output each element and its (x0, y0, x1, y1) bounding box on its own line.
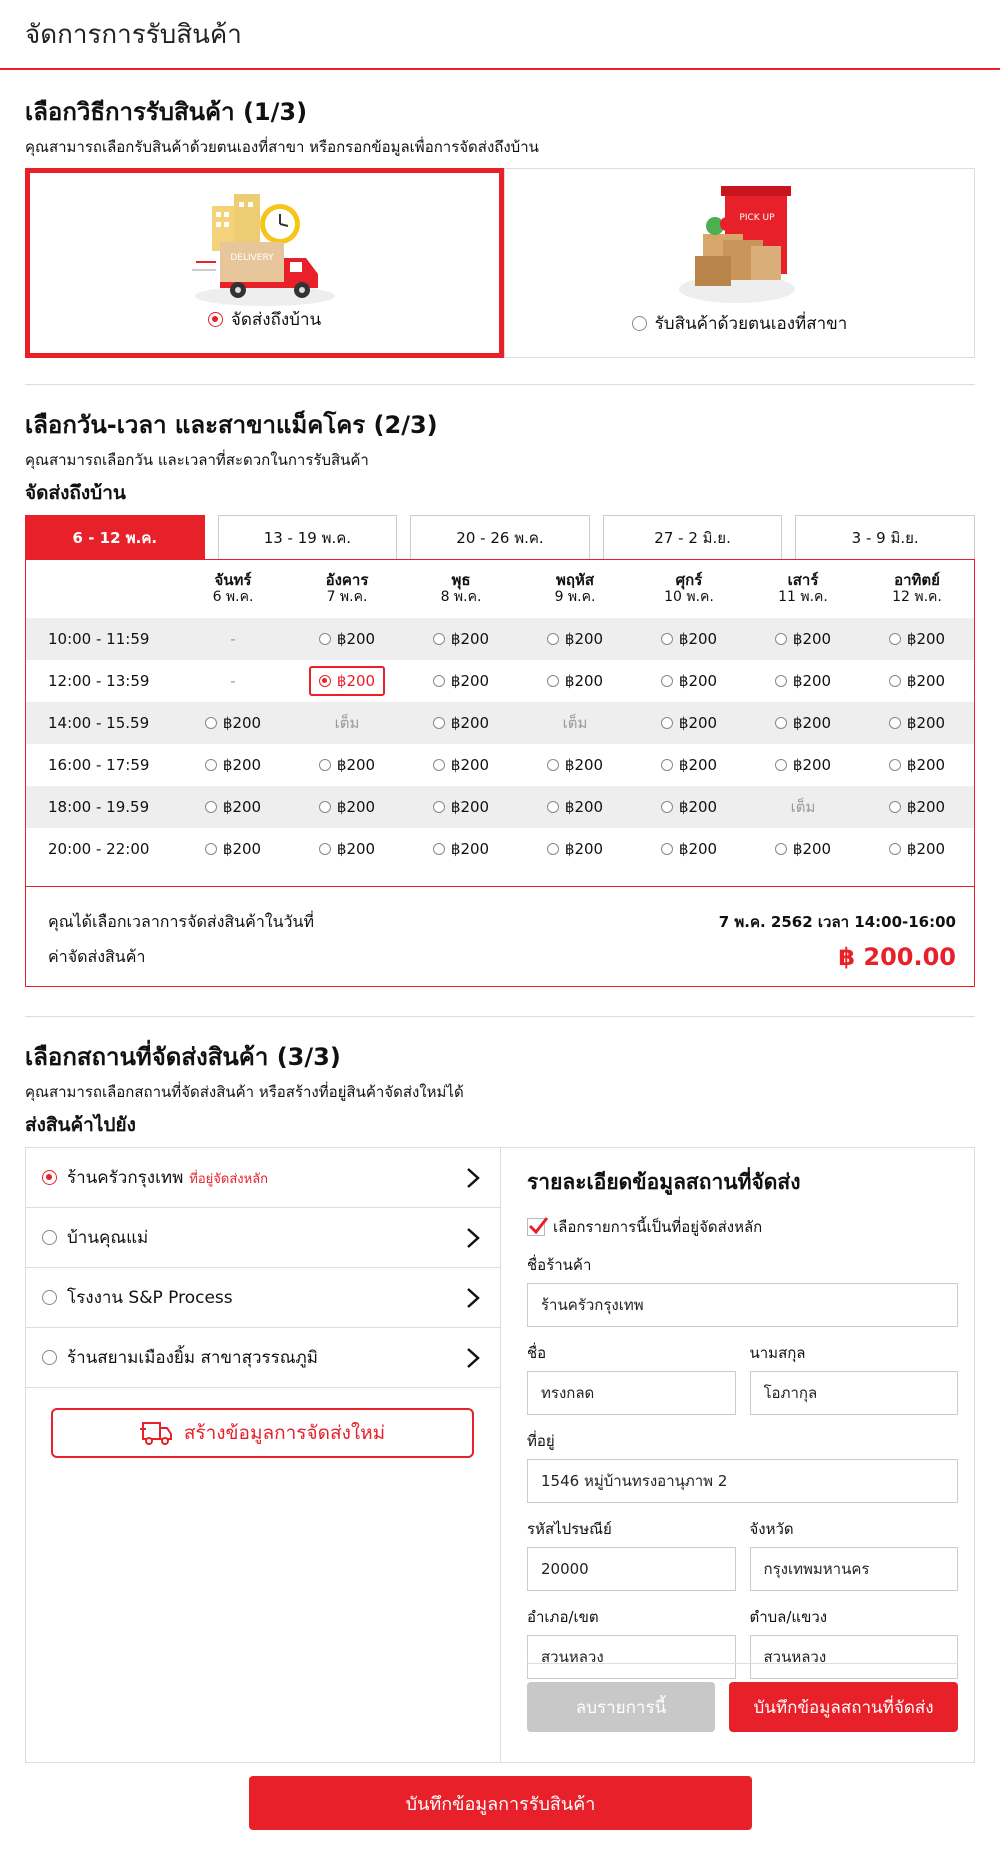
slot-unavailable: - (230, 672, 236, 690)
page-title: จัดการการรับสินค้า (25, 19, 242, 50)
summary-value: 7 พ.ค. 2562 เวลา 14:00-16:00 (718, 913, 956, 931)
day-header (290, 572, 404, 606)
step1-heading (25, 92, 975, 159)
address-form (501, 1148, 974, 1762)
slot-option[interactable] (404, 630, 518, 648)
slot-option[interactable] (176, 798, 290, 816)
slot-radio[interactable] (775, 843, 787, 855)
slot-radio[interactable] (319, 843, 331, 855)
slot-full: เต็ม (790, 798, 816, 816)
slot-radio[interactable] (205, 801, 217, 813)
slot-price: ฿200 (792, 630, 832, 648)
method-store-pickup[interactable] (504, 168, 975, 358)
slot-option[interactable] (290, 756, 404, 774)
slot-radio[interactable] (661, 801, 673, 813)
slot-radio[interactable] (433, 633, 445, 645)
fee-value: ฿ 200.00 (838, 943, 956, 971)
slot-price: ฿200 (906, 630, 946, 648)
slot-option[interactable] (860, 756, 974, 774)
slot-full: เต็ม (334, 714, 360, 732)
slot-price: ฿200 (336, 672, 376, 690)
day-header (518, 572, 632, 606)
day-header (746, 572, 860, 606)
truck-icon (140, 1420, 174, 1446)
form-actions (527, 1663, 958, 1732)
last-name-label: นามสกุล (749, 1344, 806, 1362)
step2-subtitle: คุณสามารถเลือกวัน และเวลาที่สะดวกในการรับสินค้า (25, 451, 369, 469)
default-address-tag: ที่อยู่จัดส่งหลัก (189, 1172, 269, 1187)
slot-option[interactable] (632, 672, 746, 690)
day-header (632, 572, 746, 606)
day-name: เสาร์ (787, 571, 819, 589)
slot-price: ฿200 (336, 756, 376, 774)
slot-price: ฿200 (564, 756, 604, 774)
step3-heading (25, 1037, 975, 1104)
slot-option[interactable] (632, 840, 746, 858)
slot-radio[interactable] (889, 717, 901, 729)
time-slot-row (26, 660, 974, 702)
day-date: 10 พ.ค. (664, 589, 714, 605)
create-address-button[interactable]: สร้างข้อมูลการจัดส่งใหม่ (51, 1408, 474, 1458)
slot-option[interactable] (176, 756, 290, 774)
slot-price: ฿200 (906, 840, 946, 858)
slot-option[interactable] (860, 714, 974, 732)
address-radio[interactable] (42, 1290, 57, 1305)
slot-price: ฿200 (336, 840, 376, 858)
address-label: ที่อยู่ (527, 1432, 555, 1450)
divider (25, 1016, 975, 1017)
slot-radio[interactable] (547, 801, 559, 813)
slot-radio[interactable] (775, 633, 787, 645)
slot-option[interactable] (176, 714, 290, 732)
last-name-input[interactable] (750, 1371, 959, 1415)
time-slot-label: 16:00 - 17:59 (48, 756, 150, 774)
slot-option[interactable] (746, 840, 860, 858)
day-header (176, 572, 290, 606)
district-label: อำเภอ/เขต (527, 1608, 599, 1626)
address-list (26, 1148, 501, 1762)
slot-option[interactable] (632, 798, 746, 816)
day-name: จันทร์ (214, 571, 252, 589)
slot-radio[interactable] (661, 717, 673, 729)
day-name: อังคาร (325, 571, 369, 589)
slot-price: ฿200 (564, 672, 604, 690)
tab-week-3[interactable]: 20 - 26 พ.ค. (410, 515, 590, 559)
day-header (404, 572, 518, 606)
schedule-summary (26, 886, 974, 986)
slot-radio[interactable] (319, 633, 331, 645)
delivery-truck-illustration (190, 188, 340, 313)
slot-option[interactable] (518, 798, 632, 816)
slot-price: ฿200 (678, 798, 718, 816)
method-store-pickup-label: รับสินค้าด้วยตนเองที่สาขา (632, 310, 848, 337)
tab-week-2[interactable]: 13 - 19 พ.ค. (218, 515, 398, 559)
slot-radio[interactable] (547, 675, 559, 687)
slot-radio[interactable] (319, 759, 331, 771)
week-tabs (25, 515, 975, 559)
default-address-checkbox-row[interactable]: เลือกรายการนี้เป็นที่อยู่จัดส่งหลัก (527, 1215, 958, 1239)
slot-price: ฿200 (792, 840, 832, 858)
slot-radio[interactable] (775, 717, 787, 729)
slot-radio[interactable] (547, 759, 559, 771)
slot-option[interactable] (404, 672, 518, 690)
delete-address-button[interactable]: ลบรายการนี้ (527, 1682, 715, 1732)
slot-price: ฿200 (450, 630, 490, 648)
slot-price: ฿200 (564, 840, 604, 858)
svg-text:DELIVERY: DELIVERY (229, 253, 274, 263)
day-date: 6 พ.ค. (212, 589, 254, 605)
time-slot-row (26, 786, 974, 828)
slot-price: ฿200 (678, 756, 718, 774)
day-date: 8 พ.ค. (440, 589, 482, 605)
slot-price: ฿200 (906, 756, 946, 774)
delivery-mode-label: จัดส่งถึงบ้าน (25, 482, 126, 504)
ship-to-label: ส่งสินค้าไปยัง (25, 1114, 136, 1136)
slot-price: ฿200 (222, 714, 262, 732)
time-slot-label: 18:00 - 19.59 (48, 798, 150, 816)
chevron-right-icon (466, 1167, 480, 1189)
radio-home-delivery[interactable] (208, 312, 223, 327)
slot-option[interactable] (290, 798, 404, 816)
chevron-right-icon (466, 1287, 480, 1309)
schedule-header (26, 560, 974, 618)
day-date: 11 พ.ค. (778, 589, 828, 605)
address-item[interactable]: ร้านสยามเมืองยิ้ม สาขาสุวรรณภูมิ (26, 1328, 500, 1388)
slot-price: ฿200 (906, 714, 946, 732)
day-date: 7 พ.ค. (326, 589, 368, 605)
tab-week-4[interactable]: 27 - 2 มิ.ย. (603, 515, 783, 559)
address-item[interactable]: โรงงาน S&P Process (26, 1268, 500, 1328)
address-radio[interactable] (42, 1170, 57, 1185)
slot-option[interactable] (518, 630, 632, 648)
slot-price: ฿200 (564, 798, 604, 816)
slot-price: ฿200 (336, 798, 376, 816)
step2-heading (25, 405, 975, 472)
slot-price: ฿200 (678, 840, 718, 858)
method-home-delivery-label: จัดส่งถึงบ้าน (208, 306, 321, 333)
first-name-label: ชื่อ (527, 1344, 547, 1362)
slot-option[interactable] (290, 840, 404, 858)
slot-option[interactable] (632, 630, 746, 648)
slot-radio[interactable] (433, 717, 445, 729)
chevron-right-icon (466, 1347, 480, 1369)
slot-price: ฿200 (678, 672, 718, 690)
slot-option[interactable] (290, 630, 404, 648)
time-slot-row (26, 618, 974, 660)
delivery-schedule (25, 559, 975, 987)
slot-radio[interactable] (205, 717, 217, 729)
save-address-button[interactable]: บันทึกข้อมูลสถานที่จัดส่ง (729, 1682, 958, 1732)
address-item[interactable]: ร้านครัวกรุงเทพ ที่อยู่จัดส่งหลัก (26, 1148, 500, 1208)
slot-option[interactable] (746, 672, 860, 690)
slot-radio[interactable] (889, 633, 901, 645)
slot-radio[interactable] (661, 675, 673, 687)
slot-price: ฿200 (222, 840, 262, 858)
time-slot-row (26, 702, 974, 744)
province-label: จังหวัด (749, 1520, 794, 1538)
method-home-delivery[interactable] (25, 168, 504, 358)
save-pickup-button[interactable]: บันทึกข้อมูลการรับสินค้า (249, 1776, 752, 1830)
step1-title: เลือกวิธีการรับสินค้า (1/3) (25, 98, 308, 126)
time-slot-row (26, 828, 974, 870)
slot-radio[interactable] (661, 633, 673, 645)
check-icon (527, 1215, 549, 1237)
chevron-right-icon (466, 1227, 480, 1249)
slot-radio[interactable] (775, 675, 787, 687)
fee-label: ค่าจัดส่งสินค้า (48, 946, 146, 966)
slot-option[interactable] (404, 714, 518, 732)
address-panel (25, 1147, 975, 1763)
form-title: รายละเอียดข้อมูลสถานที่จัดส่ง (527, 1170, 801, 1194)
time-slot-label: 20:00 - 22:00 (48, 840, 150, 858)
zip-input[interactable] (527, 1547, 736, 1591)
day-date: 9 พ.ค. (554, 589, 596, 605)
slot-option[interactable] (176, 840, 290, 858)
slot-option[interactable] (632, 714, 746, 732)
slot-radio[interactable] (775, 759, 787, 771)
step2-title: เลือกวัน-เวลา และสาขาแม็คโคร (2/3) (25, 411, 438, 439)
day-name: อาทิตย์ (894, 571, 940, 589)
day-name: ศุกร์ (675, 571, 703, 589)
shop-name-input[interactable] (527, 1283, 958, 1327)
slot-option[interactable] (632, 756, 746, 774)
tab-week-1[interactable]: 6 - 12 พ.ค. (25, 515, 205, 559)
slot-option[interactable] (404, 756, 518, 774)
step3-subtitle: คุณสามารถเลือกสถานที่จัดส่งสินค้า หรือสร้างที่อยู่สินค้าจัดส่งใหม่ได้ (25, 1083, 464, 1101)
slot-radio[interactable] (433, 759, 445, 771)
slot-full: เต็ม (562, 714, 588, 732)
slot-option[interactable] (860, 840, 974, 858)
shop-name-label: ชื่อร้านค้า (527, 1256, 592, 1274)
slot-option[interactable] (518, 672, 632, 690)
slot-radio[interactable] (433, 843, 445, 855)
slot-radio[interactable] (889, 843, 901, 855)
day-name: พุธ (451, 571, 471, 589)
zip-label: รหัสไปรษณีย์ (527, 1520, 612, 1538)
slot-option[interactable] (746, 756, 860, 774)
address-radio[interactable] (42, 1230, 57, 1245)
slot-option[interactable] (860, 672, 974, 690)
slot-option[interactable] (518, 840, 632, 858)
default-address-checkbox[interactable] (527, 1218, 545, 1236)
address-item[interactable]: บ้านคุณแม่ (26, 1208, 500, 1268)
page-header (0, 0, 1000, 70)
slot-price: ฿200 (450, 798, 490, 816)
slot-price: ฿200 (792, 714, 832, 732)
slot-option[interactable] (860, 630, 974, 648)
slot-radio[interactable] (433, 801, 445, 813)
slot-radio[interactable] (889, 675, 901, 687)
province-input[interactable] (750, 1547, 959, 1591)
slot-price: ฿200 (336, 630, 376, 648)
slot-price: ฿200 (792, 672, 832, 690)
subdistrict-label: ตำบล/แขวง (749, 1608, 828, 1626)
day-name: พฤหัส (555, 571, 594, 589)
time-slot-row (26, 744, 974, 786)
slot-price: ฿200 (450, 840, 490, 858)
slot-radio[interactable] (661, 843, 673, 855)
day-date: 12 พ.ค. (892, 589, 942, 605)
first-name-input[interactable] (527, 1371, 736, 1415)
summary-label: คุณได้เลือกเวลาการจัดส่งสินค้าในวันที่ (48, 911, 315, 931)
slot-radio[interactable] (889, 801, 901, 813)
slot-radio[interactable] (319, 675, 331, 687)
slot-price: ฿200 (450, 714, 490, 732)
slot-radio[interactable] (205, 759, 217, 771)
slot-price: ฿200 (678, 630, 718, 648)
slot-option[interactable] (746, 630, 860, 648)
radio-store-pickup[interactable] (632, 316, 647, 331)
slot-option[interactable] (404, 840, 518, 858)
slot-radio[interactable] (319, 801, 331, 813)
svg-text:PICK UP: PICK UP (738, 213, 775, 223)
pickup-booth-illustration (665, 184, 815, 309)
slot-radio[interactable] (205, 843, 217, 855)
slot-radio[interactable] (661, 759, 673, 771)
slot-price: ฿200 (678, 714, 718, 732)
slot-option[interactable] (518, 756, 632, 774)
slot-price: ฿200 (450, 672, 490, 690)
slot-unavailable: - (230, 630, 236, 648)
time-slot-label: 10:00 - 11:59 (48, 630, 150, 648)
slot-option[interactable] (404, 798, 518, 816)
slot-selected[interactable] (290, 666, 404, 696)
slot-option[interactable] (746, 714, 860, 732)
slot-price: ฿200 (222, 756, 262, 774)
slot-radio[interactable] (547, 843, 559, 855)
slot-price: ฿200 (906, 672, 946, 690)
address-input[interactable] (527, 1459, 958, 1503)
slot-price: ฿200 (792, 756, 832, 774)
step3-title: เลือกสถานที่จัดส่งสินค้า (3/3) (25, 1043, 341, 1071)
divider (25, 384, 975, 385)
time-slot-label: 12:00 - 13:59 (48, 672, 150, 690)
time-slot-label: 14:00 - 15.59 (48, 714, 150, 732)
method-options (25, 168, 975, 358)
slot-price: ฿200 (906, 798, 946, 816)
slot-option[interactable] (860, 798, 974, 816)
address-radio[interactable] (42, 1350, 57, 1365)
slot-radio[interactable] (433, 675, 445, 687)
slot-price: ฿200 (222, 798, 262, 816)
slot-radio[interactable] (889, 759, 901, 771)
day-header (860, 572, 974, 606)
slot-price: ฿200 (450, 756, 490, 774)
step1-subtitle: คุณสามารถเลือกรับสินค้าด้วยตนเองที่สาขา หรือกรอกข้อมูลเพื่อการจัดส่งถึงบ้าน (25, 138, 539, 156)
slot-radio[interactable] (547, 633, 559, 645)
slot-price: ฿200 (564, 630, 604, 648)
tab-week-5[interactable]: 3 - 9 มิ.ย. (795, 515, 975, 559)
